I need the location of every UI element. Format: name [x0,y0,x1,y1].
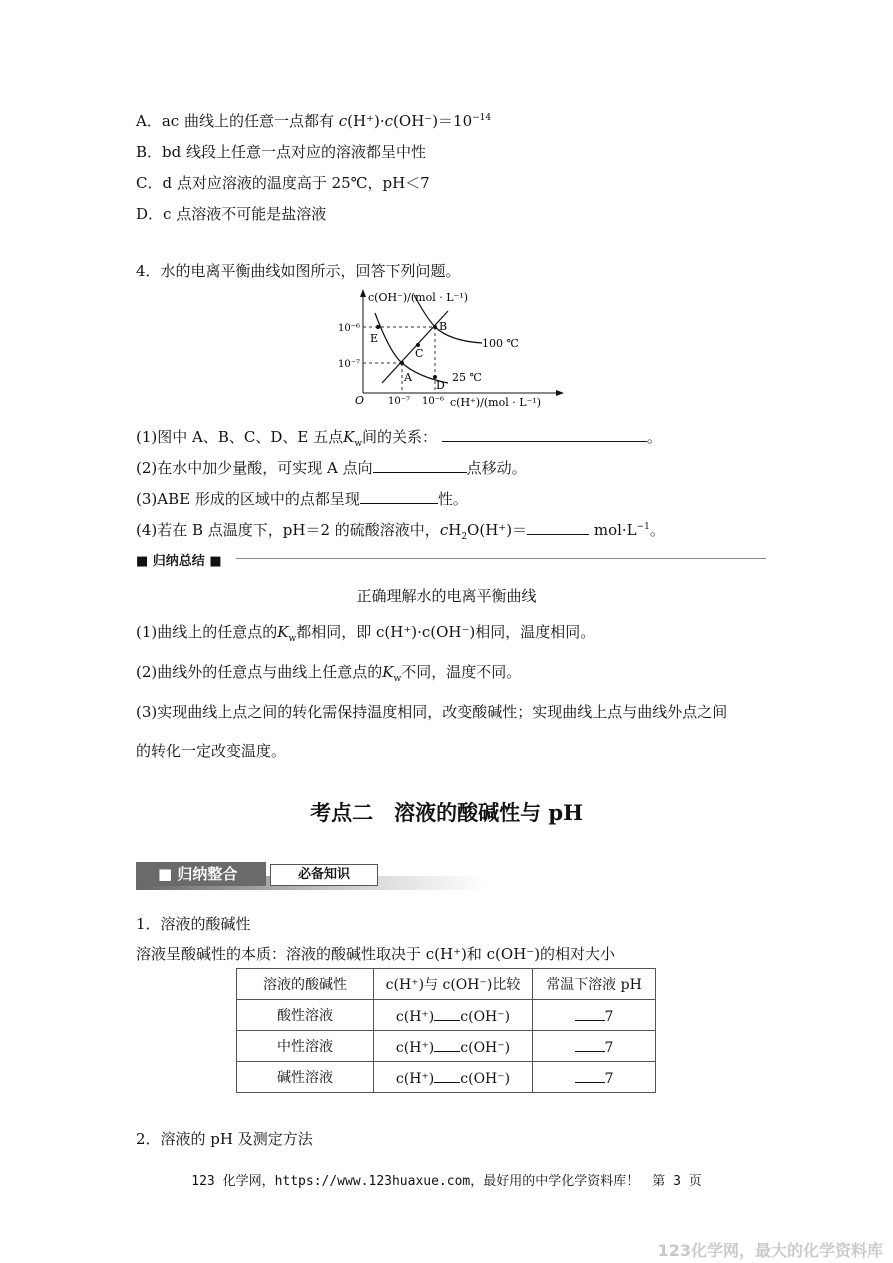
table-cell-compare [374,1000,533,1031]
q4-sub4 [136,519,665,540]
point-a-label: A [404,371,412,384]
q4-sub4-c: c [439,521,449,539]
point-b [433,325,437,329]
q4-sub2-post: 点移动。 [466,459,527,477]
ph-blank[interactable] [575,1068,605,1083]
q4-sub2 [136,457,527,478]
summary-p3-line1: (3)实现曲线上点之间的转化需保持温度相同，改变酸碱性；实现曲线上点与曲线外点之间 [136,703,728,721]
table-row [237,1000,656,1031]
option-a-mid: (H⁺)· [347,112,385,130]
q4-sub3-blank[interactable] [360,489,438,504]
part1-text: 溶液呈酸碱性的本质：溶液的酸碱性取决于 c(H⁺)和 c(OH⁻)的相对大小 [136,945,616,963]
ph-blank[interactable] [575,1006,605,1021]
option-b: B．bd 线段上任意一点对应的溶液都呈中性 [136,143,426,161]
part1-heading: 1．溶液的酸碱性 [136,915,251,933]
cmp-right: c(OH⁻) [460,1008,511,1025]
option-a-letter: A． [136,112,162,130]
table-header-cell: c(H⁺)与 c(OH⁻)比较 [374,969,533,1000]
q4-sub1-k: K [343,428,355,446]
q4-sub3-post: 性。 [437,490,468,508]
summary-bar-rule [236,558,766,559]
section-title: 考点二 溶液的酸碱性与 pH [310,800,583,825]
q4-sub2-pre: (2)在水中加少量酸，可实现 A 点向 [136,459,373,477]
table-cell-type: 酸性溶液 [237,1000,374,1031]
option-a-end: (OH⁻)＝10 [393,112,473,130]
q4-sub4-pre: (4)若在 B 点温度下，pH＝2 的硫酸溶液中， [136,521,440,539]
option-a-c1: c [338,112,348,130]
summary-p1-mid: 都相同，即 [296,623,372,641]
part2-heading: 2．溶液的 pH 及测定方法 [136,1130,313,1148]
table-header-cell: 常温下溶液 pH [533,969,656,1000]
curve-25c-label: 25 ℃ [452,371,482,384]
x-axis-arrow [556,390,564,396]
ph-value: 7 [604,1070,614,1087]
table-row [237,1062,656,1093]
cmp-left: c(H⁺) [395,1039,435,1056]
cmp-left: c(H⁺) [395,1070,435,1087]
knowledge-bar [136,862,488,890]
option-a-c2: c [384,112,394,130]
summary-p1-w: w [288,634,297,644]
y-axis-label: c(OH⁻)/(mol · L⁻¹) [368,291,469,304]
summary-bar [136,550,766,569]
option-c: C．d 点对应溶液的温度高于 25℃，pH＜7 [136,174,430,192]
q4-sub4-h: H [448,521,462,539]
summary-p2-k: K [382,663,394,681]
y-tick-high: 10⁻⁶ [338,323,361,334]
summary-bar-label: ■ 归纳总结 ■ [136,550,228,569]
option-a [136,110,491,131]
table-cell-ph [533,1000,656,1031]
cmp-blank[interactable] [434,1006,460,1021]
q4-sub3 [136,488,468,509]
ph-value: 7 [604,1039,614,1056]
q4-sub4-unit: mol·L [593,521,637,539]
watermark: 123化学网，最大的化学资料库 [657,1241,883,1260]
q4-sub1-blank[interactable] [442,427,647,442]
summary-p2-pre: (2)曲线外的任意点与曲线上任意点的 [136,663,383,681]
q4-sub1-w: w [354,439,363,449]
summary-p2 [136,661,521,682]
page-footer: 123 化学网，https://www.123huaxue.com，最好用的中学化学资料库！ 第 3 页 [191,1174,702,1189]
table-header-row [237,969,656,1000]
x-axis-label: c(H⁺)/(mol · L⁻¹) [450,396,542,409]
x-tick-high: 10⁻⁶ [422,396,445,407]
table-cell-compare [374,1031,533,1062]
summary-p3-line2: 的转化一定改变温度。 [136,742,287,760]
curve-100c-label: 100 ℃ [482,337,519,350]
point-b-label: B [439,320,448,333]
q4-sub1-end: 。 [646,428,662,446]
q4-sub1 [136,426,662,447]
table-cell-ph [533,1062,656,1093]
water-ionization-graph [330,285,570,415]
q4-sub1-post: 间的关系： [362,428,438,446]
table-row [237,1031,656,1062]
summary-p1-k: K [277,623,289,641]
q4-sub2-blank[interactable] [373,458,467,473]
q4-sub3-pre: (3)ABE 形成的区域中的点都呈现 [136,490,360,508]
cmp-blank[interactable] [434,1037,460,1052]
point-d-label: D [436,379,445,392]
option-d: D．c 点溶液不可能是盐溶液 [136,205,327,223]
summary-p2-w: w [393,674,402,684]
cmp-left: c(H⁺) [395,1008,435,1025]
origin-label: O [355,394,365,407]
knowledge-bar-main: ■ 归纳整合 [136,862,266,886]
point-c-label: C [415,347,424,360]
acidity-table [236,968,656,1093]
summary-p1-post: 相同，温度相同。 [475,623,596,641]
cmp-blank[interactable] [434,1068,460,1083]
table-cell-compare [374,1062,533,1093]
summary-title: 正确理解水的电离平衡曲线 [356,587,537,605]
point-e [376,325,380,329]
cmp-right: c(OH⁻) [460,1039,511,1056]
option-a-exp: −14 [472,113,492,123]
cmp-right: c(OH⁻) [460,1070,511,1087]
q4-sub4-blank[interactable] [527,520,589,535]
table-cell-type: 碱性溶液 [237,1062,374,1093]
point-e-label: E [370,332,379,345]
table-cell-type: 中性溶液 [237,1031,374,1062]
q4-sub4-exp: −1 [636,522,650,532]
ph-blank[interactable] [575,1037,605,1052]
option-a-text: ac 曲线上的任意一点都有 [161,112,334,130]
ph-value: 7 [604,1008,614,1025]
q4-sub4-end: 。 [649,521,665,539]
x-tick-low: 10⁻⁷ [388,396,411,407]
point-a [400,361,404,365]
y-axis-arrow [360,289,366,297]
summary-p2-post: 不同，温度不同。 [401,663,522,681]
y-tick-low: 10⁻⁷ [338,359,361,370]
q4-sub4-2: 2 [461,532,468,542]
summary-p1 [136,621,595,642]
q4-sub1-pre: (1)图中 A、B、C、D、E 五点 [136,428,344,446]
table-header-cell: 溶液的酸碱性 [237,969,374,1000]
q4-sub4-o: O(H⁺)＝ [467,521,528,539]
q4-stem: 4．水的电离平衡曲线如图所示，回答下列问题。 [136,262,461,280]
summary-p1-formula: c(H⁺)·c(OH⁻) [375,623,476,641]
table-cell-ph [533,1031,656,1062]
knowledge-bar-sub: 必备知识 [270,864,378,886]
summary-p1-pre: (1)曲线上的任意点的 [136,623,278,641]
